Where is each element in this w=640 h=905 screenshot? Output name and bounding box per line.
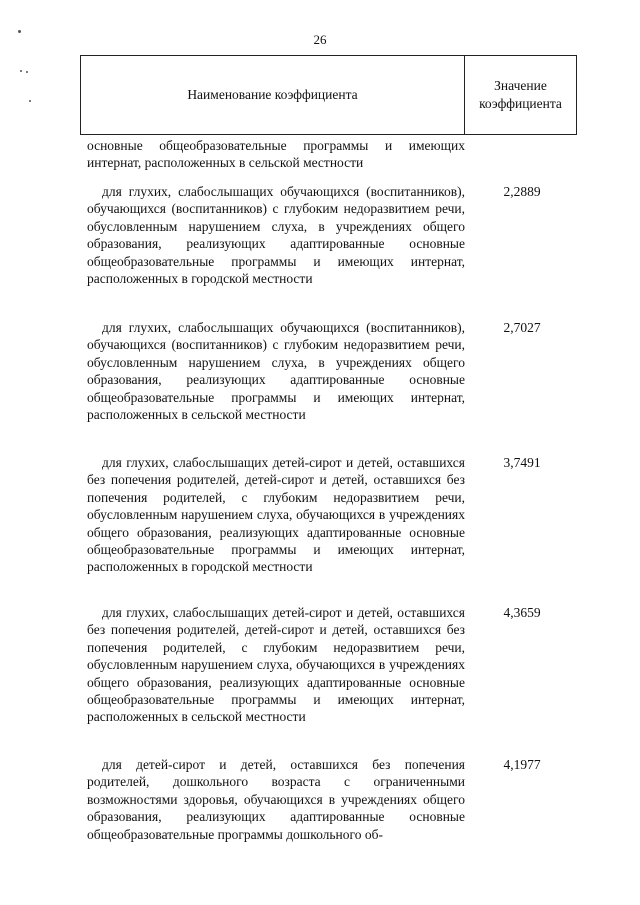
scan-speck	[29, 100, 31, 102]
coefficient-description: для глухих, слабослышащих обучающихся (воспитанников), обучающихся (воспитанников) с глубоким недоразвитием речи, обусловленным нарушением слуха, в учреждениях общего образования, реализующих адаптированные основные общеобразовательные программы и имеющих интернат, расположенных в городской местности	[87, 184, 465, 287]
scan-speck	[20, 70, 22, 72]
page-number: 26	[313, 32, 327, 47]
coefficient-value: 3,7491	[503, 455, 541, 470]
coefficient-description: для глухих, слабослышащих детей-сирот и детей, оставшихся без попечения родителей, детей-сирот и детей, оставшихся без попечения родителей, с глубоким недоразвитием речи, обусловленным нарушением слуха, обучающихся в учреждениях общего образования, реализующих адаптированные основные общеобразовательные программы и имеющих интернат, расположенных в сельской местности	[87, 605, 465, 725]
coefficient-description: для глухих, слабослышащих обучающихся (воспитанников), обучающихся (воспитанников) с глубоким недоразвитием речи, обусловленным нарушением слуха, в учреждениях общего образования, реализующих адаптированные основные общеобразовательные программы и имеющих интернат, расположенных в сельской местности	[87, 320, 465, 423]
coefficient-description: для детей-сирот и детей, оставшихся без попечения родителей, дошкольного возраста с ограниченными возможностями здоровья, обучающихся в учреждениях общего образования, реализующих адаптированные основные общеобразовательные программы дошкольного об-	[87, 757, 465, 842]
scan-speck	[26, 71, 28, 73]
coefficient-value: 2,2889	[503, 184, 541, 199]
header-value-column: Значение коэффициента	[479, 78, 562, 111]
coefficient-description: для глухих, слабослышащих детей-сирот и детей, оставшихся без попечения родителей, детей-сирот и детей, оставшихся без попечения родителей, с глубоким недоразвитием речи, обусловленным нарушением слуха, обучающихся в учреждениях общего образования, реализующих адаптированные основные общеобразовательные программы и имеющих интернат, расположенных в городской местности	[87, 455, 465, 575]
coefficient-value: 4,1977	[503, 757, 541, 772]
continuation-text: основные общеобразовательные программы и имеющих интернат, расположенных в сельской местности	[87, 138, 465, 171]
header-name-column: Наименование коэффициента	[81, 56, 465, 134]
coefficient-value: 2,7027	[503, 320, 541, 335]
coefficient-value: 4,3659	[503, 605, 541, 620]
table-header	[80, 55, 577, 135]
